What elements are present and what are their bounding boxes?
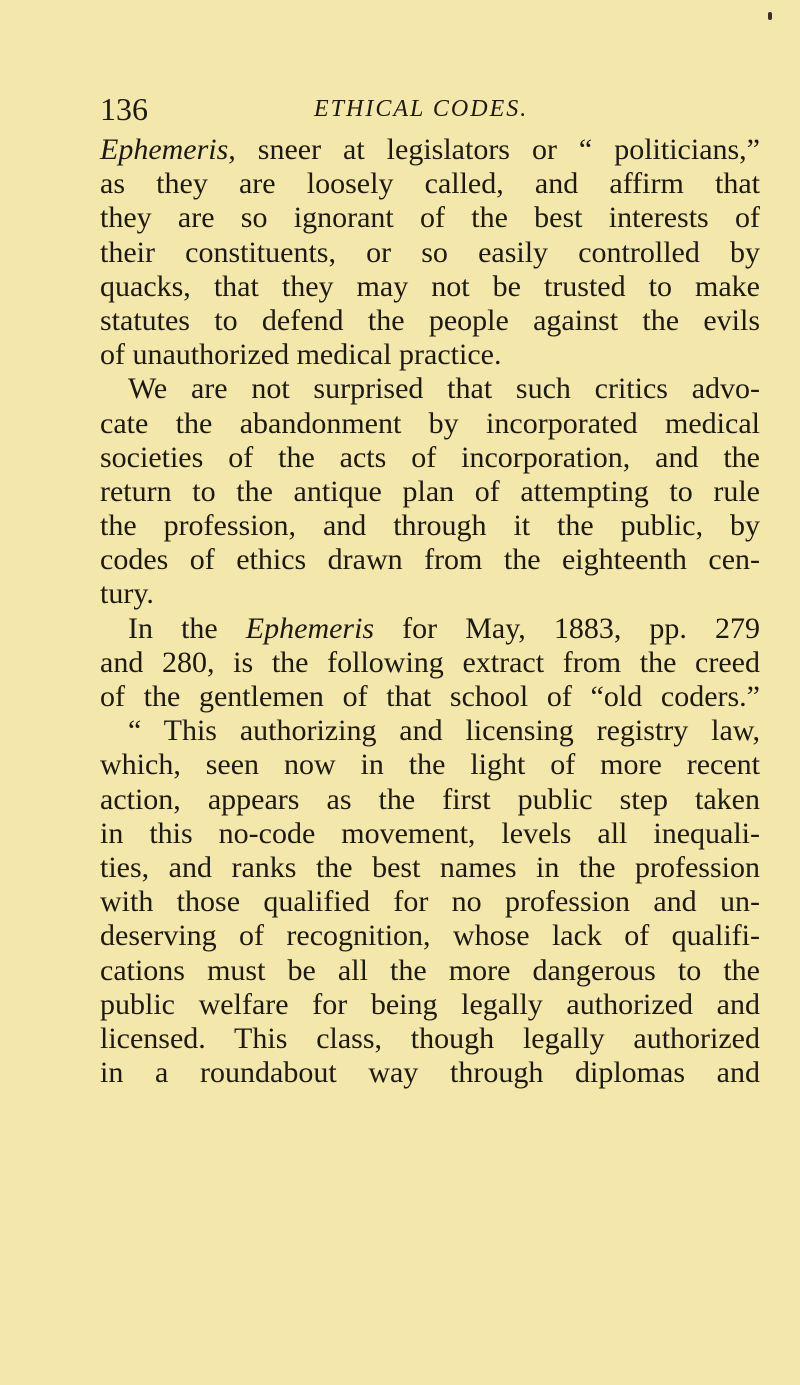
line-text: as they are loosely called, and affirm that	[100, 167, 760, 201]
line-text: cate the abandonment by incorporated medical	[100, 406, 760, 440]
text-line	[100, 372, 760, 406]
page-number: 136	[100, 91, 148, 127]
line-text: ties, and ranks the best names in the profession	[100, 850, 760, 884]
text-line	[100, 1056, 760, 1090]
text-line	[100, 885, 760, 919]
line-text: of the gentlemen of that school of “old coders.”	[100, 680, 760, 713]
line-text: with those qualified for no profession and un-	[100, 885, 760, 919]
text-line	[100, 167, 760, 201]
text-line	[100, 988, 760, 1022]
italic-term: Ephemeris,	[100, 133, 236, 166]
text-line	[100, 304, 760, 338]
text-line	[100, 543, 760, 577]
text-line	[100, 509, 760, 543]
italic-term: Ephemeris	[245, 611, 375, 645]
text-line	[100, 236, 760, 270]
line-text: which, seen now in the light of more recent	[100, 748, 760, 782]
line-text: quacks, that they may not be trusted to make	[100, 269, 760, 303]
line-text: and 280, is the following extract from the creed	[100, 645, 760, 679]
text-line	[100, 783, 760, 817]
text-line	[100, 270, 760, 304]
text-line	[100, 680, 760, 714]
page-header	[100, 88, 760, 130]
line-text: sneer at legislators or “ politicians,”	[235, 133, 760, 166]
line-text: We are not surprised that such critics advo-	[128, 372, 760, 406]
text-line	[100, 919, 760, 953]
line-text: statutes to defend the people against the evils	[100, 303, 760, 337]
line-text: in a roundabout way through diplomas and	[100, 1056, 760, 1090]
line-text: cations must be all the more dangerous to the	[100, 953, 760, 987]
line-text: societies of the acts of incorporation, and the	[100, 440, 760, 474]
line-text: public welfare for being legally authorized and	[100, 987, 760, 1021]
text-line	[100, 201, 760, 235]
line-text: In the	[128, 611, 246, 645]
text-line	[100, 338, 760, 372]
body-text	[100, 133, 760, 1090]
text-line	[100, 817, 760, 851]
text-line	[100, 475, 760, 509]
line-text: for May, 1883, pp. 279	[374, 611, 761, 645]
text-line	[100, 851, 760, 885]
page-speck	[768, 12, 772, 20]
line-text: the profession, and through it the public, by	[100, 509, 760, 543]
text-line	[100, 714, 760, 748]
line-text: deserving of recognition, whose lack of qualifi-	[100, 919, 760, 953]
line-text: of unauthorized medical practice.	[100, 338, 502, 372]
line-text: they are so ignorant of the best interests of	[100, 201, 760, 235]
line-text: tury.	[100, 577, 154, 611]
text-line	[100, 441, 760, 475]
line-text: “ This authorizing and licensing registry law,	[128, 714, 760, 748]
text-line	[100, 577, 760, 611]
text-line	[100, 407, 760, 441]
text-line	[100, 1022, 760, 1056]
line-text: codes of ethics drawn from the eighteenth cen-	[100, 543, 760, 577]
text-line	[100, 954, 760, 988]
text-line	[100, 133, 760, 167]
line-text: in this no-code movement, levels all inequali-	[100, 816, 760, 850]
line-text: licensed. This class, though legally authorized	[100, 1021, 760, 1055]
text-line	[100, 748, 760, 782]
line-text: their constituents, or so easily controlled by	[100, 235, 760, 269]
text-line	[100, 646, 760, 680]
running-head: ETHICAL CODES.	[314, 96, 529, 122]
line-text: return to the antique plan of attempting to rule	[100, 474, 760, 508]
text-line	[100, 612, 760, 646]
line-text: action, appears as the first public step taken	[100, 782, 760, 816]
